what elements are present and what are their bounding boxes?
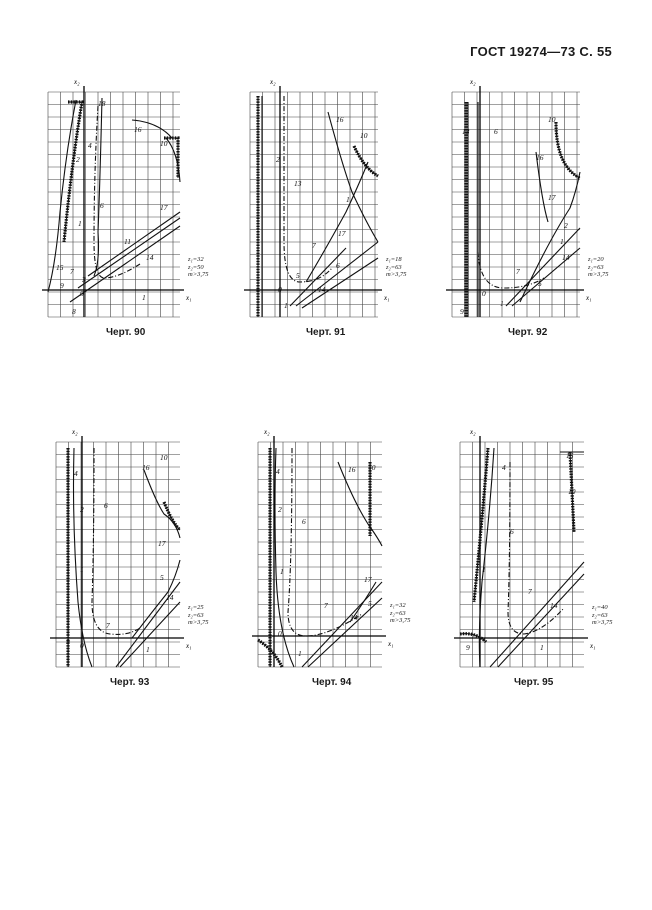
curve-label: 17 [160, 203, 168, 212]
curve-label: 1 [540, 643, 544, 652]
figure-caption: Черт. 90 [106, 327, 146, 338]
curve-label: 10 [368, 463, 376, 472]
y-axis-label: x₂ [264, 428, 270, 436]
parameter-line: z₁=18 [386, 256, 402, 263]
parameter-line: z₂=63 [588, 263, 604, 271]
curve-label: 2 [564, 221, 568, 230]
boundary-curve [536, 152, 548, 222]
parameter-line: z₂=63 [386, 263, 402, 271]
x-axis-label: x₁ [590, 642, 596, 650]
curve-label: 6 [100, 201, 104, 210]
curve-label: 10 [360, 131, 368, 140]
parameter-line: z₁=40 [592, 604, 608, 611]
parameter-line: z₂=63 [188, 611, 204, 619]
parameter-line: z₁=32 [188, 256, 204, 263]
boundary-curve [120, 602, 180, 667]
curve-label: 5 [296, 271, 300, 280]
y-axis-label: x₂ [270, 78, 276, 86]
curve-label: 8 [72, 307, 76, 316]
figure-caption: Черт. 94 [312, 677, 352, 688]
curve-label: 14 [550, 601, 558, 610]
curve-label: 1 [482, 565, 486, 574]
curve-label: 17 [364, 575, 372, 584]
page-header: ГОСТ 19274—73 С. 55 [470, 44, 612, 59]
curve-label: 1 [560, 237, 564, 246]
curve-label: 1 [78, 219, 82, 228]
curve-label: 4 [502, 463, 506, 472]
curve-label: 9 [460, 307, 464, 316]
x-axis-label: x₁ [586, 294, 592, 302]
curve-label: 4 [88, 141, 92, 150]
boundary-curve [88, 212, 180, 276]
curve-label: 0 [80, 289, 84, 298]
curve-label: 16 [134, 125, 142, 134]
boundary-curve [302, 258, 378, 308]
curve-label: 1 [284, 301, 288, 310]
curve-label: 1 [146, 645, 150, 654]
curve-label: 14 [350, 613, 358, 622]
curve-label: 1 [298, 649, 302, 658]
curve-label: 5 [538, 279, 542, 288]
curve-label: 14 [146, 253, 154, 262]
figure-94 [258, 428, 442, 707]
boundary-curve [498, 574, 584, 667]
curve-label: 10 [160, 453, 168, 462]
figure-parameters [188, 604, 208, 627]
dashed-curve [478, 252, 544, 288]
figure-graph [452, 78, 640, 357]
curve-label: 2 [76, 155, 80, 164]
x-axis-label: x₁ [384, 294, 390, 302]
parameter-line: z₁=32 [390, 602, 406, 609]
figure-parameters [588, 256, 608, 279]
parameter-line: m>3,75 [390, 617, 411, 624]
figure-95 [460, 428, 644, 707]
curve-label: 9 [60, 281, 64, 290]
figure-caption: Черт. 91 [306, 327, 346, 338]
hatched-boundary [354, 146, 378, 176]
boundary-curve [78, 218, 180, 288]
boundary-curve [296, 242, 378, 306]
curve-label: 10 [160, 139, 168, 148]
curve-label: 0 [278, 285, 282, 294]
figure-parameters [592, 604, 612, 627]
curve-label: 7 [516, 267, 520, 276]
curve-label: 1 [80, 565, 84, 574]
curve-label: 17 [338, 229, 346, 238]
figure-parameters [390, 602, 410, 625]
curve-label: 3 [82, 275, 86, 284]
parameter-line: z₁=25 [188, 604, 204, 611]
curve-label: 15 [56, 263, 64, 272]
boundary-curve [338, 462, 382, 546]
curve-label: 10 [568, 487, 576, 496]
curve-label: 7 [70, 267, 74, 276]
curve-label: 14 [318, 285, 326, 294]
curve-label: 7 [324, 601, 328, 610]
figure-graph [56, 428, 240, 707]
curve-label: 10 [548, 115, 556, 124]
curve-label: 1 [280, 567, 284, 576]
curve-label: 4 [74, 469, 78, 478]
curve-label: 0 [80, 641, 84, 650]
curve-label: 5 [160, 573, 164, 582]
curve-label: 6 [510, 527, 514, 536]
figure-caption: Черт. 92 [508, 327, 548, 338]
curve-label: 14 [166, 593, 174, 602]
curve-label: 2 [80, 505, 84, 514]
figure-graph [258, 428, 442, 707]
curve-label: 4 [276, 467, 280, 476]
curve-label: 16 [536, 153, 544, 162]
curve-label: 11 [124, 237, 131, 246]
parameter-line: m>3,75 [386, 271, 407, 278]
parameter-line: z₂=63 [592, 611, 608, 619]
y-axis-label: x₂ [74, 78, 80, 86]
curve-label: 15 [566, 451, 574, 460]
parameter-line: z₂=63 [390, 609, 406, 617]
curve-label: 17 [158, 539, 166, 548]
curve-label: 6 [104, 501, 108, 510]
curve-label: 9 [466, 643, 470, 652]
curve-label: 9 [66, 637, 70, 646]
parameter-line: z₂=50 [188, 263, 204, 271]
parameter-line: m>3,75 [188, 271, 209, 278]
boundary-curve [74, 448, 93, 667]
x-axis-label: x₁ [186, 294, 192, 302]
curve-label: 16 [142, 463, 150, 472]
figure-caption: Черт. 95 [514, 677, 554, 688]
curve-label: 5 [368, 599, 372, 608]
curve-label: 6 [302, 517, 306, 526]
figure-parameters [386, 256, 406, 279]
figure-caption: Черт. 93 [110, 677, 150, 688]
y-axis-label: x₂ [470, 78, 476, 86]
figure-graph [250, 78, 438, 357]
curve-label: 2 [278, 505, 282, 514]
curve-label: 13 [294, 179, 302, 188]
curve-label: 18 [98, 99, 106, 108]
curve-label: 16 [336, 115, 344, 124]
figure-91 [250, 78, 438, 357]
curve-label: 1 [142, 293, 146, 302]
figure-graph [48, 78, 240, 357]
curve-label: 16 [348, 465, 356, 474]
curve-label: 0 [482, 289, 486, 298]
parameter-line: m>3,75 [188, 619, 209, 626]
boundary-curve [490, 562, 584, 667]
x-axis-label: x₁ [388, 640, 394, 648]
parameter-line: m>3,75 [592, 619, 613, 626]
curve-label: 0 [278, 629, 282, 638]
boundary-curve [474, 448, 488, 602]
figure-92 [452, 78, 640, 357]
curve-label: 17 [548, 193, 556, 202]
figure-parameters [188, 256, 208, 279]
boundary-curve [328, 112, 378, 242]
curve-label: 14 [562, 253, 570, 262]
parameter-line: m>3,75 [588, 271, 609, 278]
curve-label: 13 [462, 127, 470, 136]
dashed-curve [92, 448, 140, 634]
figure-93 [56, 428, 240, 707]
curve-label: 7 [528, 587, 532, 596]
boundary-curve [308, 598, 382, 667]
curve-label: 2 [276, 155, 280, 164]
parameter-line: z₁=20 [588, 256, 604, 263]
figure-graph [460, 428, 644, 707]
curve-label: 6 [336, 261, 340, 270]
y-axis-label: x₂ [72, 428, 78, 436]
curve-label: 7 [312, 241, 316, 250]
curve-label: 1 [500, 299, 504, 308]
y-axis-label: x₂ [470, 428, 476, 436]
curve-label: 1 [346, 195, 350, 204]
x-axis-label: x₁ [186, 642, 192, 650]
boundary-curve [144, 470, 180, 538]
curve-label: 6 [494, 127, 498, 136]
curve-label: 7 [106, 621, 110, 630]
figure-90 [48, 78, 240, 357]
